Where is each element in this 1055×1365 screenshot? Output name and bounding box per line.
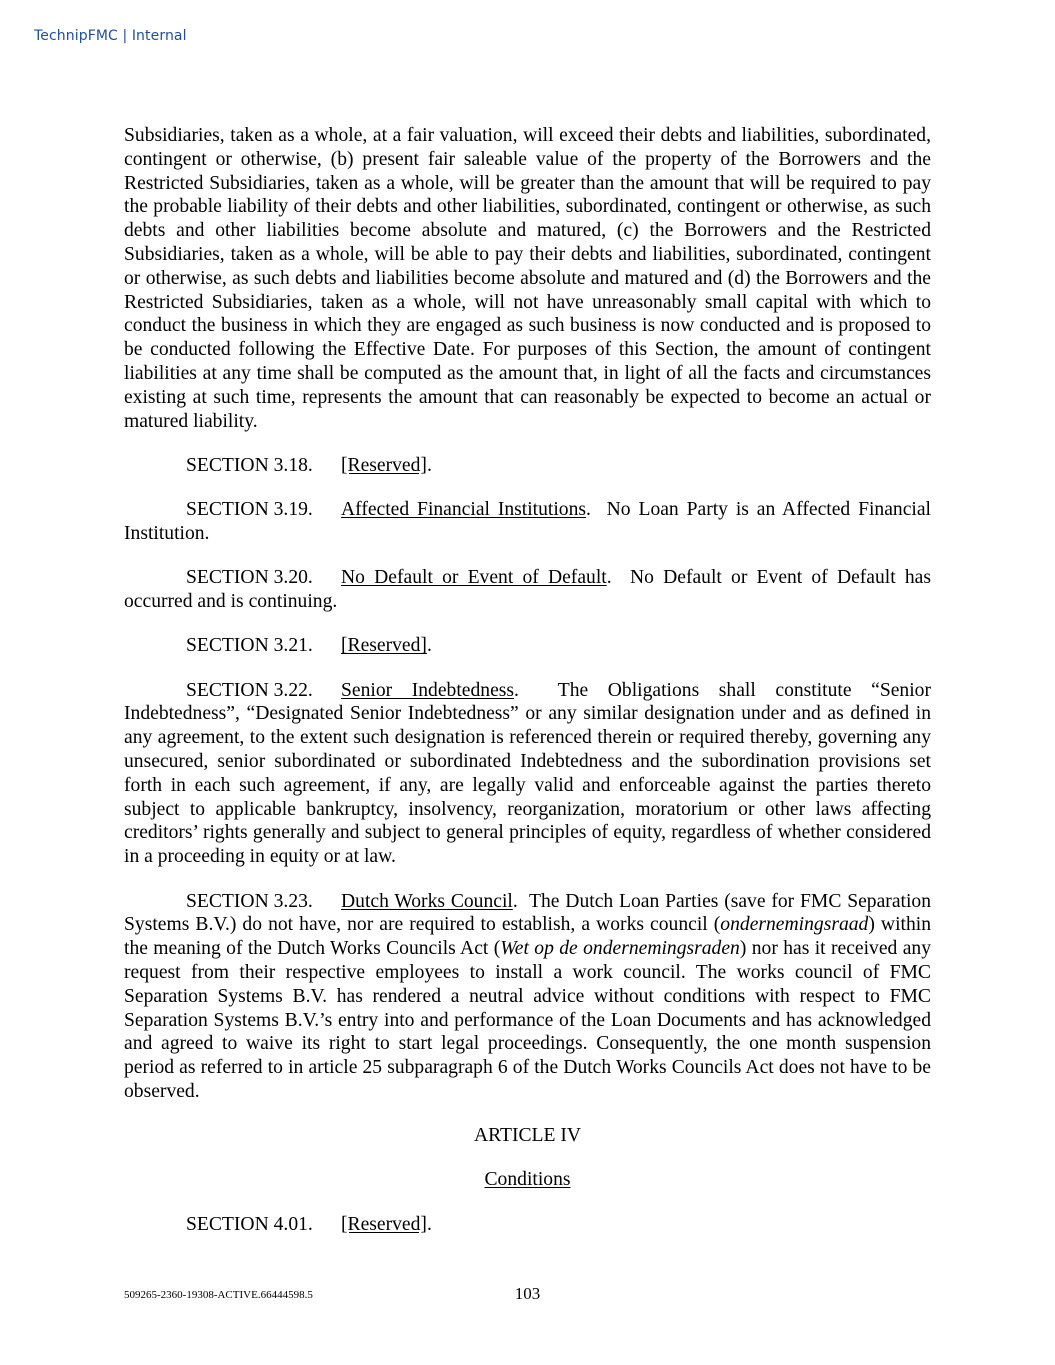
classification-label: TechnipFMC | Internal <box>34 28 187 44</box>
section-title: [Reserved] <box>341 1213 427 1235</box>
section-3-18: SECTION 3.18. [Reserved]. <box>186 454 432 476</box>
document-id: 509265-2360-19308-ACTIVE.66444598.5 <box>124 1289 313 1301</box>
section-body-part: The Dutch Loan Parties (save for FMC Separation Systems B.V.) do not have, nor are required to establish, a works council ( <box>124 890 931 936</box>
section-number: SECTION 3.22. <box>186 679 313 701</box>
article-subheading: Conditions <box>484 1169 571 1191</box>
section-number: SECTION 4.01. <box>186 1213 313 1235</box>
section-title: [Reserved] <box>341 454 427 476</box>
section-body: No Default or Event of Default has occurred and is continuing. <box>124 567 931 613</box>
section-title: No Default or Event of Default <box>341 567 607 589</box>
section-title: Affected Financial Institutions <box>341 499 587 521</box>
section-body-part: ) within the meaning of the Dutch Works Councils Act ( <box>124 914 931 960</box>
article-subheading-wrap <box>124 1168 931 1192</box>
section-number: SECTION 3.23. <box>186 890 313 912</box>
section-title: Senior Indebtedness <box>341 679 515 701</box>
section-number: SECTION 3.19. <box>186 499 313 521</box>
section-number: SECTION 3.18. <box>186 454 313 476</box>
italic-term: Wet op de ondernemingsraden <box>500 938 740 960</box>
section-body-part: ) nor has it received any request from their respective employees to install a work council. The works council of FMC Separation Systems B.V. has rendered a neutral advice without conditions with respect to FMC Separation Systems B.V.’s entry into and performance of the Loan Documents and has acknowledged and agreed to waive its right to start legal proceedings. Consequently, the one month suspension period as referred to in article 25 subparagraph 6 of the Dutch Works Councils Act does not have to be observed. <box>124 938 932 1102</box>
article-heading: ARTICLE IV <box>473 1125 582 1147</box>
section-number: SECTION 3.20. <box>186 567 313 589</box>
section-3-23: SECTION 3.23. Dutch Works Council. The Dutch Loan Parties (save for FMC Separation Systems B.V.) do not have, nor are required to establish, a works council (ondernemingsraad) within the meaning of the Dutch Works Councils Act (Wet op de ondernemingsraden) nor has it received any request from their respective employees to install a work council. The works council of FMC Separation Systems B.V. has rendered a neutral advice without conditions with respect to FMC Separation Systems B.V.’s entry into and performance of the Loan Documents and has acknowledged and agreed to waive its right to start legal proceedings. Consequently, the one month suspension period as referred to in article 25 subparagraph 6 of the Dutch Works Councils Act does not have to be observed. <box>124 890 932 1102</box>
section-3-21: SECTION 3.21. [Reserved]. <box>186 635 432 657</box>
section-4-01: SECTION 4.01. [Reserved]. <box>186 1213 432 1235</box>
section-body: No Loan Party is an Affected Financial Institution. <box>124 499 931 544</box>
section-title: Dutch Works Council <box>341 890 513 912</box>
section-number: SECTION 3.21. <box>186 635 313 657</box>
section-3-22: SECTION 3.22. Senior Indebtedness. The Obligations shall constitute “Senior Indebtedness”, “Designated Senior Indebtedness” or any similar designation under and as defined in any agreement, to the extent such designation is referenced therein or required thereby, governing any unsecured, senior subordinated or subordinated Indebtedness and the subordination provisions set forth in each such agreement, if any, are legally valid and enforceable against the parties thereto subject to applicable bankruptcy, insolvency, reorganization, moratorium or other laws affecting creditors’ rights generally and subject to general principles of equity, regardless of whether considered in a proceeding in equity or at law. <box>124 679 931 868</box>
italic-term: ondernemingsraad <box>720 914 869 936</box>
continuation-paragraph: Subsidiaries, taken as a whole, at a fair valuation, will exceed their debts and liabilities, subordinated, contingent or otherwise, (b) present fair saleable value of the property of the Borrowers and the Restricted Subsidiaries, taken as a whole, will be greater than the amount that will be required to pay the probable liability of their debts and other liabilities, subordinated, contingent or otherwise, as such debts and other liabilities become absolute and matured, (c) the Borrowers and the Restricted Subsidiaries, taken as a whole, will be able to pay their debts and liabilities, subordinated, contingent or otherwise, as such debts and liabilities become absolute and matured and (d) the Borrowers and the Restricted Subsidiaries, taken as a whole, will not have unreasonably small capital with which to conduct the business in which they are engaged as such business is now conducted and is proposed to be conducted following the Effective Date. For purposes of this Section, the amount of contingent liabilities at any time shall be computed as the amount that, in light of all the facts and circumstances existing at such time, represents the amount that can reasonably be expected to become an actual or matured liability. <box>124 125 931 432</box>
section-body: The Obligations shall constitute “Senior Indebtedness”, “Designated Senior Indebtedness” or any similar designation under and as defined in any agreement, to the extent such designation is referenced therein or required thereby, governing any unsecured, senior subordinated or subordinated Indebtedness and the subordination provisions set forth in each such agreement, if any, are legally valid and enforceable against the parties thereto subject to applicable bankruptcy, insolvency, reorganization, moratorium or other laws affecting creditors’ rights generally and subject to general principles of equity, regardless of whether considered in a proceeding in equity or at law. <box>124 679 931 868</box>
section-3-20: SECTION 3.20. No Default or Event of Default. No Default or Event of Default has occurred and is continuing. <box>124 567 931 613</box>
document-body <box>124 124 931 1257</box>
section-3-19: SECTION 3.19. Affected Financial Institutions. No Loan Party is an Affected Financial Institution. <box>124 499 931 544</box>
page-number: 103 <box>514 1284 541 1303</box>
section-title: [Reserved] <box>341 635 427 657</box>
